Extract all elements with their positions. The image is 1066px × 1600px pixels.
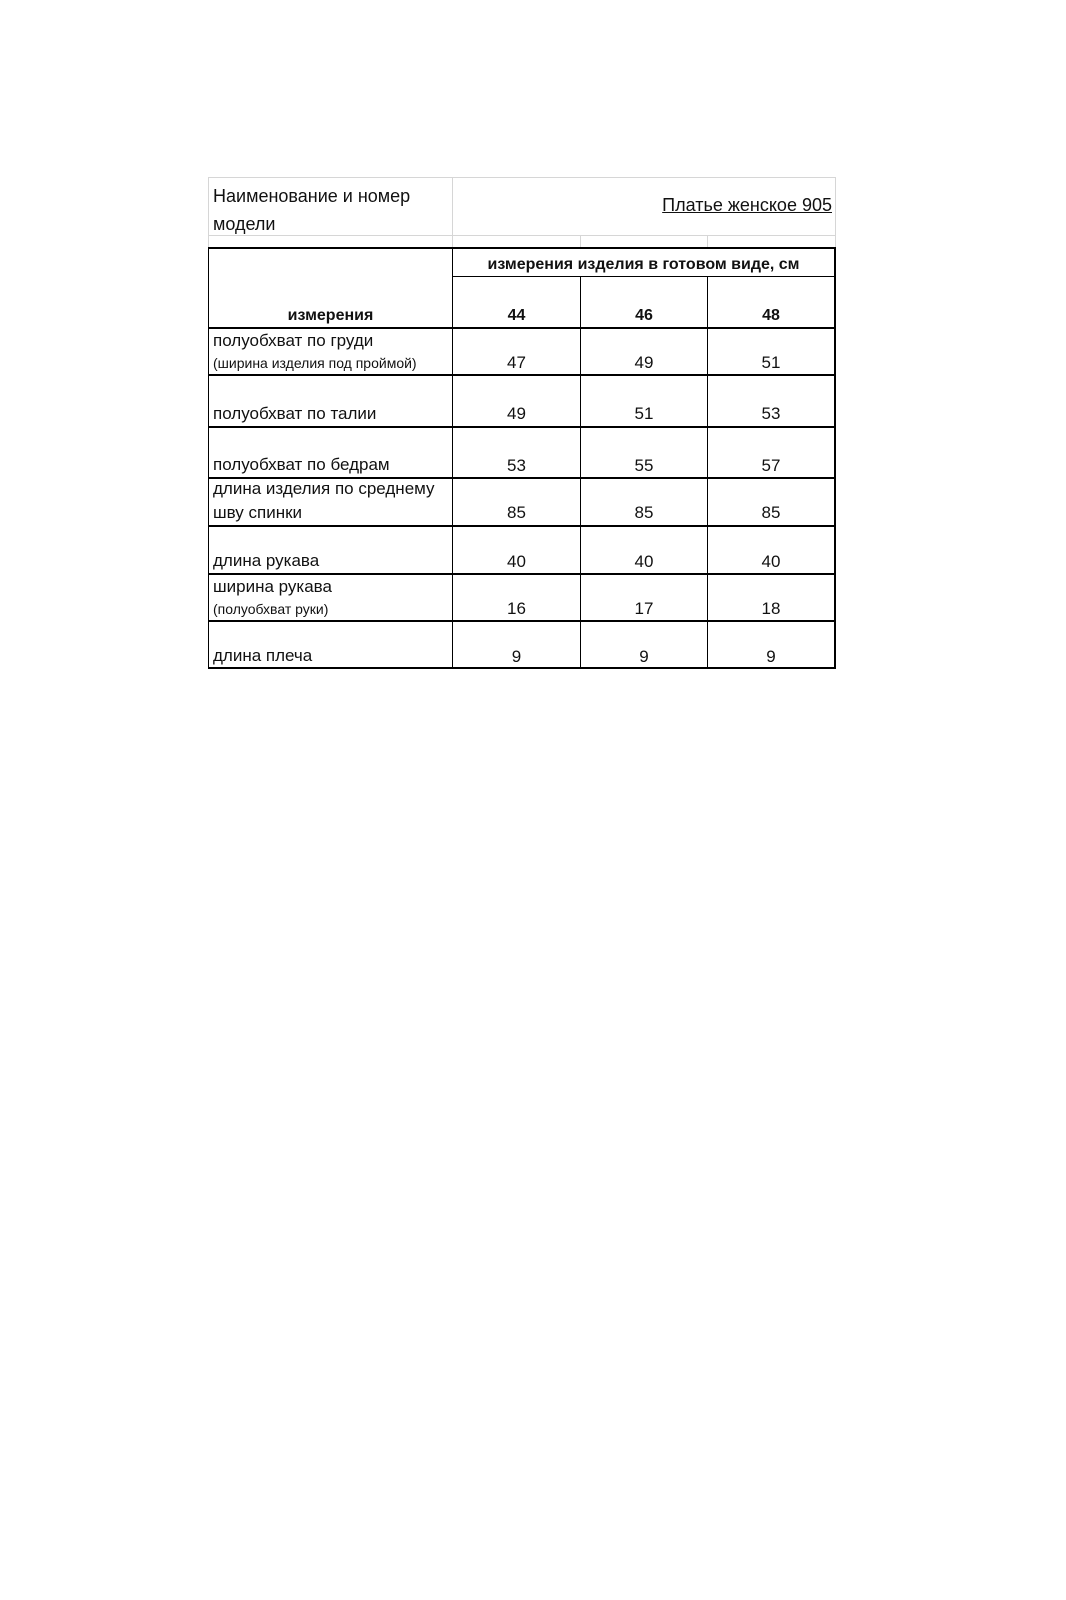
row-value: 53 — [761, 404, 781, 423]
row-value: 49 — [634, 353, 654, 372]
grid-line — [452, 177, 453, 247]
row-value: 47 — [507, 353, 526, 372]
row-value: 51 — [634, 404, 654, 423]
row-label: длина изделия по среднему шву спинки — [213, 479, 435, 522]
row-note: (полуобхват руки) — [213, 601, 329, 617]
row-label: полуобхват по груди — [213, 331, 374, 350]
table-border — [452, 276, 836, 277]
row-value: 18 — [761, 599, 781, 618]
row-label: полуобхват по бедрам — [213, 455, 390, 474]
row-value: 40 — [507, 552, 526, 571]
table-border — [208, 247, 836, 249]
row-value: 9 — [511, 647, 522, 666]
row-value: 85 — [507, 503, 526, 522]
row-header: измерения — [287, 307, 374, 324]
grid-line — [835, 177, 836, 247]
row-note: (ширина изделия под проймой) — [213, 355, 417, 371]
row-value: 40 — [761, 552, 781, 571]
row-label: ширина рукава — [213, 577, 332, 596]
model-name-value: Платье женское 905 — [662, 195, 832, 215]
table-border — [834, 247, 836, 669]
model-name-label: Наименование и номер модели — [213, 186, 411, 234]
row-label: длина плеча — [213, 646, 313, 665]
row-value: 85 — [634, 503, 654, 522]
table-border — [208, 525, 836, 527]
row-value: 16 — [507, 599, 526, 618]
row-value: 9 — [766, 647, 776, 666]
grid-line — [208, 177, 836, 178]
grid-line — [707, 235, 708, 247]
size-header: 46 — [635, 307, 653, 324]
row-value: 49 — [507, 404, 526, 423]
row-value: 85 — [761, 503, 781, 522]
size-header: 44 — [507, 307, 526, 324]
table-border — [208, 426, 836, 428]
grid-line — [580, 235, 581, 247]
row-value: 40 — [634, 552, 654, 571]
row-value: 53 — [507, 456, 526, 475]
row-value: 55 — [634, 456, 654, 475]
row-label: полуобхват по талии — [213, 404, 377, 423]
grid-line — [208, 177, 209, 247]
row-value: 9 — [639, 647, 649, 666]
row-value: 51 — [761, 353, 781, 372]
size-header: 48 — [762, 307, 780, 324]
group-header: измерения изделия в готовом виде, см — [487, 256, 800, 273]
row-label: длина рукава — [213, 551, 320, 570]
row-value: 17 — [634, 599, 654, 618]
row-value: 57 — [761, 456, 781, 475]
